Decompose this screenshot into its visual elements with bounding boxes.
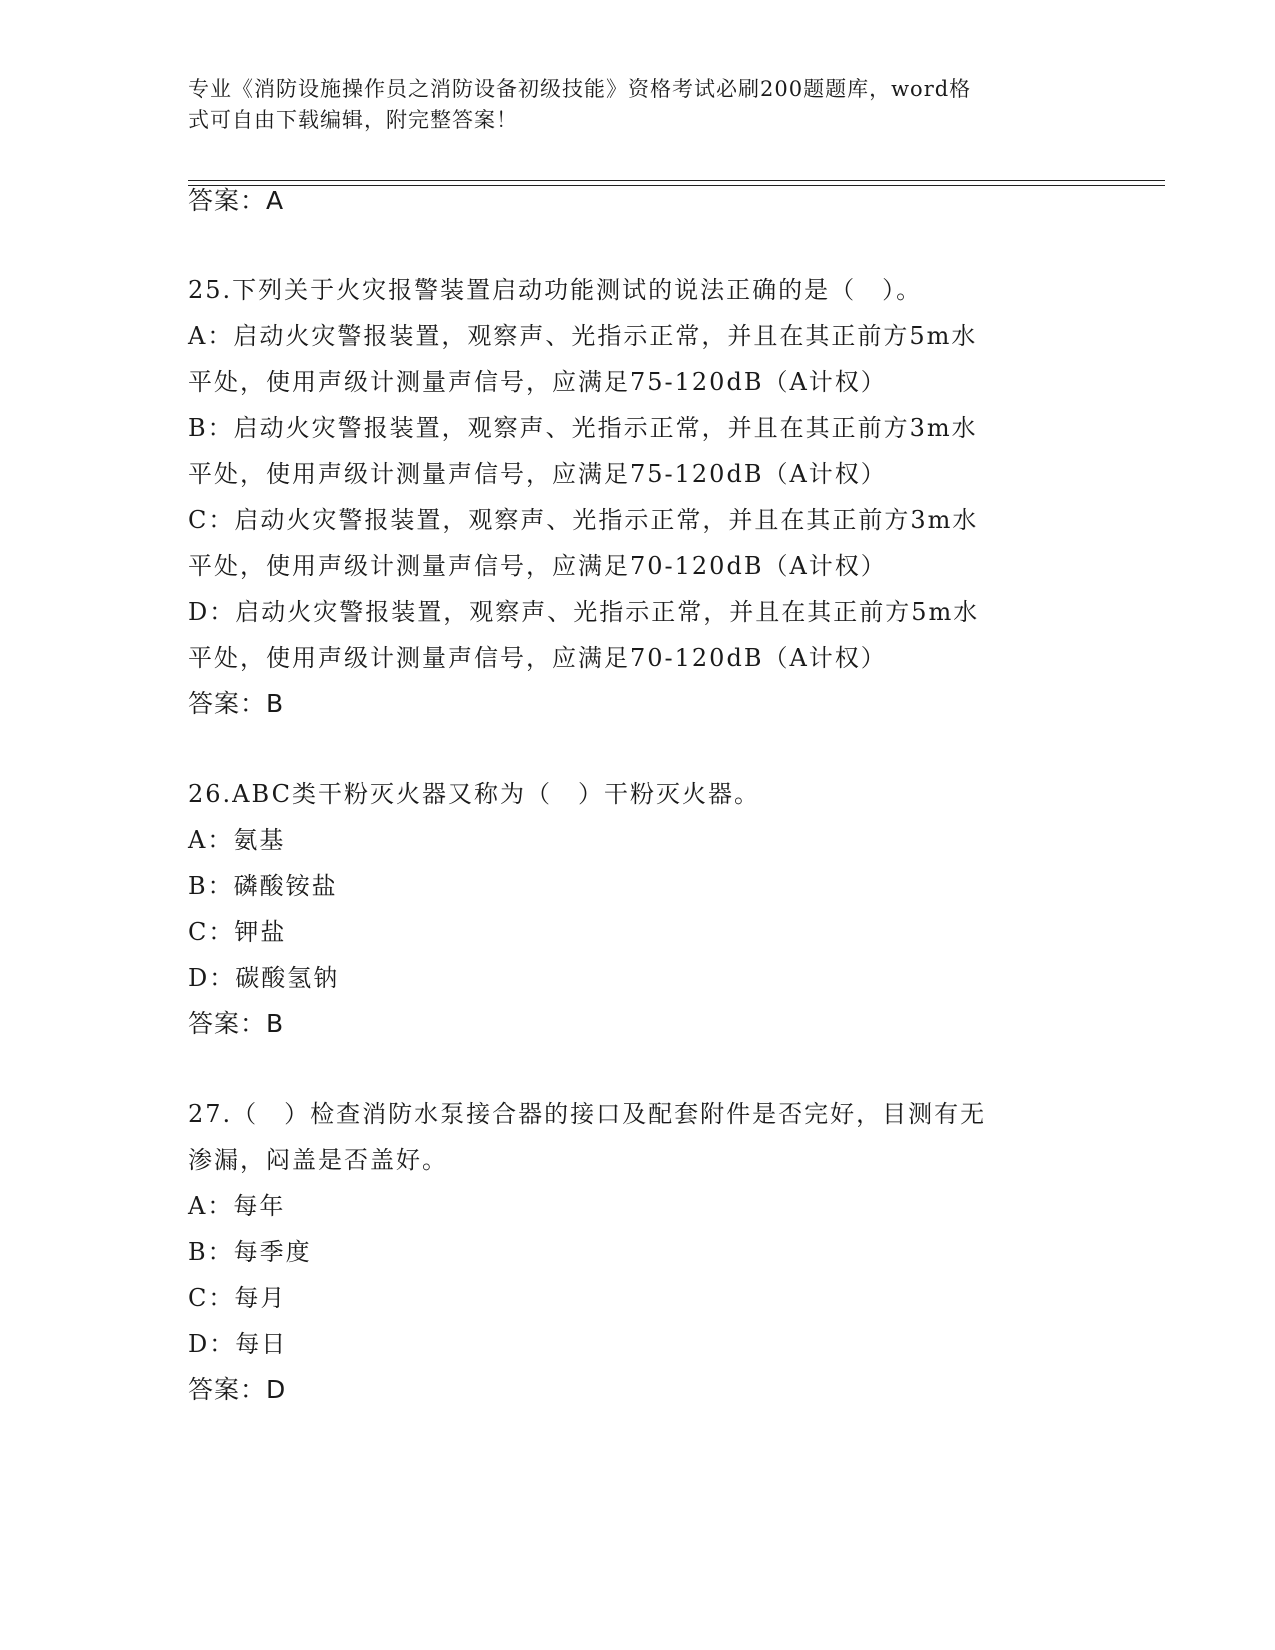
document-header <box>188 74 1088 136</box>
question-stem: 26.ABC类干粉灭火器又称为（ ）干粉灭火器。 <box>188 780 760 808</box>
option-b: B：每季度 <box>188 1238 312 1266</box>
question-stem-line-1: 27.（ ）检查消防水泵接合器的接口及配套附件是否完好，目测有无 <box>188 1100 987 1128</box>
option-d: D：每日 <box>188 1330 288 1358</box>
option-b: B：磷酸铵盐 <box>188 872 338 900</box>
option-line: 平处，使用声级计测量声信号，应满足70-120dB（A计权） <box>188 552 887 580</box>
question-25 <box>188 267 1088 681</box>
option-line: D：启动火灾警报装置，观察声、光指示正常，并且在其正前方5m水 <box>188 598 980 626</box>
option-a: A：氨基 <box>188 826 286 854</box>
header-rule-bottom <box>188 185 1165 186</box>
answer-q24: 答案：A <box>188 186 285 215</box>
header-rule-top <box>188 180 1165 181</box>
header-line-1: 专业《消防设施操作员之消防设备初级技能》资格考试必刷200题题库，word格 <box>188 77 972 101</box>
question-stem: 25.下列关于火灾报警装置启动功能测试的说法正确的是（ ）。 <box>188 276 923 304</box>
option-line: 平处，使用声级计测量声信号，应满足75-120dB（A计权） <box>188 368 887 396</box>
option-d: D：碳酸氢钠 <box>188 964 340 992</box>
option-line: C：启动火灾警报装置，观察声、光指示正常，并且在其正前方3m水 <box>188 506 979 534</box>
option-line: B：启动火灾警报装置，观察声、光指示正常，并且在其正前方3m水 <box>188 414 978 442</box>
answer-q25: 答案：B <box>188 689 285 718</box>
option-line: 平处，使用声级计测量声信号，应满足70-120dB（A计权） <box>188 644 887 672</box>
option-c: C：每月 <box>188 1284 287 1312</box>
option-c: C：钾盐 <box>188 918 287 946</box>
question-27 <box>188 1091 1088 1367</box>
header-line-2: 式可自由下载编辑，附完整答案！ <box>188 108 518 132</box>
option-a: A：每年 <box>188 1192 286 1220</box>
question-stem-line-2: 渗漏，闷盖是否盖好。 <box>188 1146 448 1174</box>
option-line: A：启动火灾警报装置，观察声、光指示正常，并且在其正前方5m水 <box>188 322 978 350</box>
option-line: 平处，使用声级计测量声信号，应满足75-120dB（A计权） <box>188 460 887 488</box>
answer-q27: 答案：D <box>188 1375 287 1404</box>
answer-q26: 答案：B <box>188 1009 285 1038</box>
question-26 <box>188 771 1088 1001</box>
